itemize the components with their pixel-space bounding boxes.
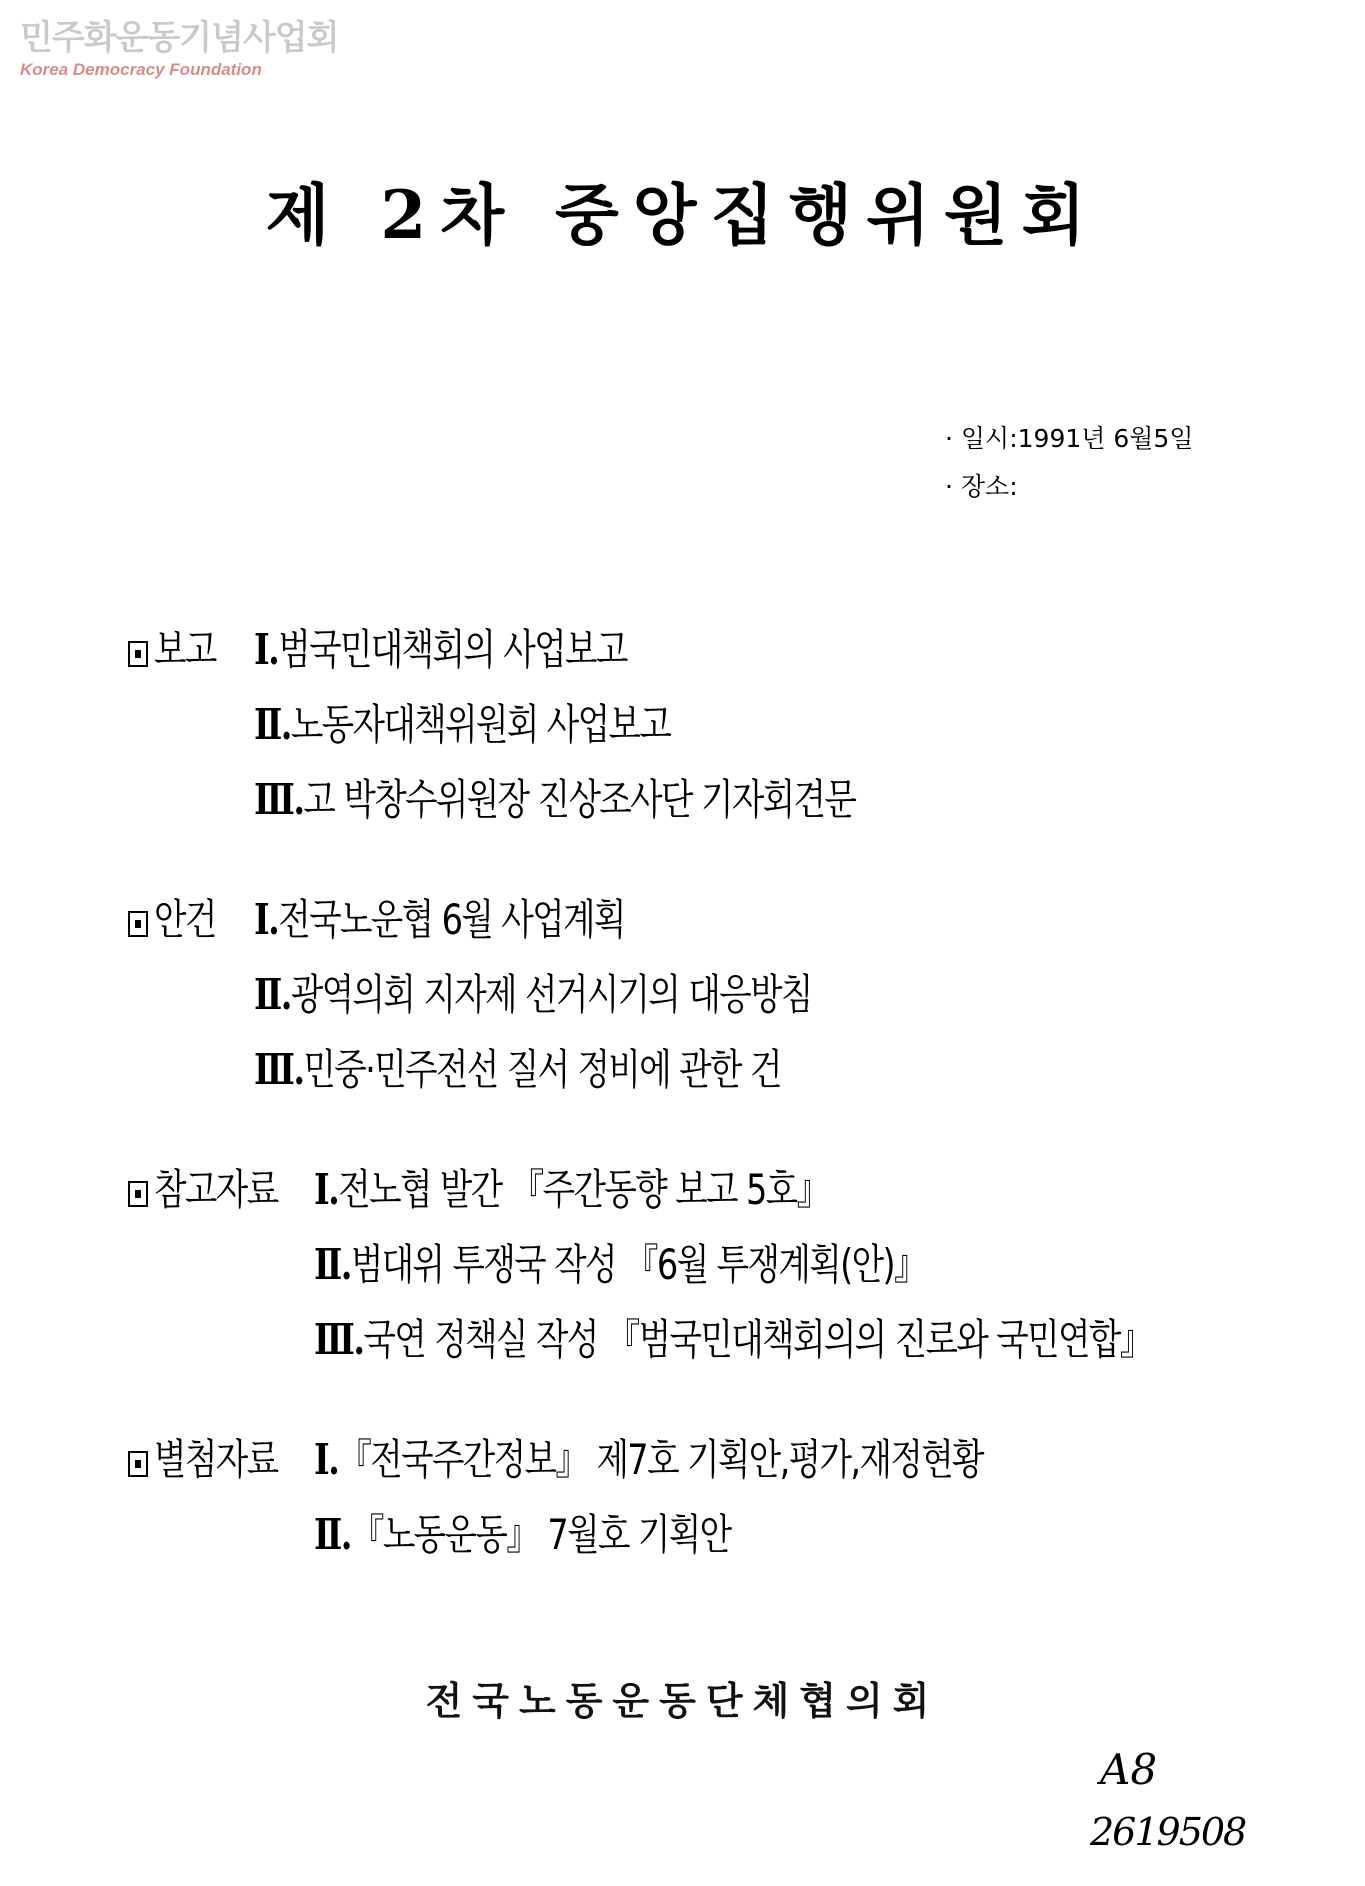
document-title: 제 2차 중앙집행위원회	[265, 176, 1100, 254]
list-item: Ⅲ.고 박창수위원장 진상조사단 기자회견문	[254, 775, 856, 824]
section-report	[128, 612, 1006, 837]
checkbox-marker-icon	[128, 1181, 148, 1207]
list-item: Ⅲ.민중·민주전선 질서 정비에 관한 건	[254, 1045, 781, 1094]
section-items	[314, 1422, 1150, 1572]
section-label: 안건	[154, 895, 216, 944]
section-label: 별첨자료	[154, 1435, 278, 1484]
checkbox-marker-icon	[128, 641, 148, 667]
section-items	[314, 1152, 1361, 1377]
list-item: Ⅱ.범대위 투쟁국 작성 『6월 투쟁계획(안)』	[314, 1240, 926, 1289]
watermark-korean: 민주화운동기념사업회	[20, 18, 339, 58]
list-item: Ⅰ.전국노운협 6월 사업계획	[254, 895, 625, 944]
meeting-place	[945, 463, 1193, 511]
organization-name: 전국노동운동단체협의회	[425, 1678, 940, 1723]
list-item: Ⅰ.범국민대책회의 사업보고	[254, 625, 627, 674]
datetime-value: 1991년 6월5일	[1017, 424, 1194, 453]
section-label: 보고	[154, 625, 216, 674]
list-item: Ⅱ.『노동운동』 7월호 기획안	[314, 1510, 731, 1559]
checkbox-marker-icon	[128, 911, 148, 937]
section-items	[254, 882, 951, 1107]
list-item: Ⅱ.광역의회 지자제 선거시기의 대응방침	[254, 970, 812, 1019]
datetime-label: · 일시:	[945, 424, 1018, 453]
meeting-info	[945, 415, 1193, 511]
list-item: Ⅰ.전노협 발간 『주간동향 보고 5호』	[314, 1165, 829, 1214]
handwritten-code: A8	[1100, 1745, 1158, 1794]
section-agenda	[128, 882, 951, 1107]
section-label: 참고자료	[154, 1165, 278, 1214]
list-item: Ⅱ.노동자대책위원회 사업보고	[254, 700, 671, 749]
meeting-datetime	[945, 415, 1193, 463]
watermark-english: Korea Democracy Foundation	[20, 60, 262, 79]
section-attachments	[128, 1422, 1150, 1572]
list-item: Ⅰ.『전국주간정보』 제7호 기획안,평가,재정현황	[314, 1435, 983, 1484]
section-items	[254, 612, 1006, 837]
handwritten-number: 2619508	[1090, 1810, 1246, 1854]
checkbox-marker-icon	[128, 1451, 148, 1477]
place-label: · 장소:	[945, 472, 1018, 501]
watermark-logo	[20, 18, 338, 80]
section-references	[128, 1152, 1361, 1377]
list-item: Ⅲ.국연 정책실 작성 『범국민대책회의의 진로와 국민연합』	[314, 1315, 1152, 1364]
